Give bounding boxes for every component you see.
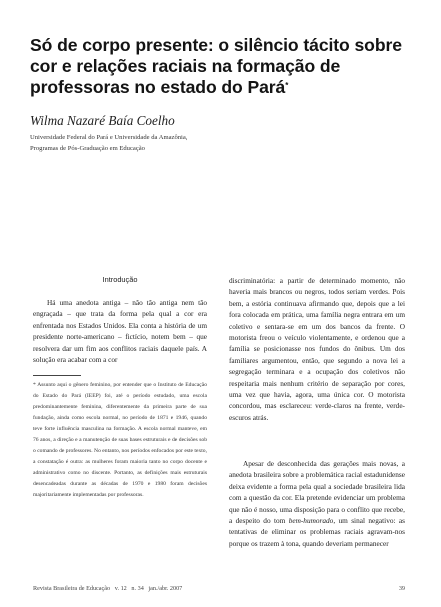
affiliation-line-2: Programas de Pós-Graduação em Educação — [30, 144, 145, 152]
journal-volume: v. 12 — [114, 585, 127, 592]
affiliation-line-1: Universidade Federal do Pará e Universidade da Amazônia, — [30, 134, 188, 141]
body-paragraph-right-1: discriminatória: a partir de determinado momento, não haveria mais brancos ou negros, todos seriam verdes. Pois bem, a estória continuava afirmando que, depois que a lei fora colocada em prática, uma família negra entrara em um coletivo e sentara-se em um dos bancos da frente. O motorista freou o veículo violentamente, e ordenou que a família se posicionasse nos fundos do ônibus. Um dos familiares argumentou, então, que segundo a nova lei a segregação terminara e a ocupação dos coletivos não respeitaria mais nenhum critério de separação por cores, uma vez que havia, agora, uma única cor. O motorista concordou, mas esclareceu: verde-claros na frente, verde-escuros atrás. — [229, 276, 405, 422]
section-heading: Introdução — [102, 275, 138, 284]
paragraph-text-end: , um sinal negativo: as tentativas de eliminar os problemas raciais agravam-nos porque os trazem à tona, quando deveriam permanecer — [229, 516, 405, 548]
journal-name: Revista Brasileira de Educação — [33, 585, 111, 592]
title-footnote-marker: * — [285, 81, 289, 90]
article-title — [30, 35, 422, 98]
journal-date: jan./abr. 2007 — [148, 585, 183, 592]
journal-number: n. 34 — [131, 585, 144, 592]
page-footer — [33, 585, 405, 592]
author-name: Wilma Nazaré Baía Coelho — [30, 113, 175, 128]
footnote-rule — [33, 375, 81, 376]
paragraph-text-start: Apesar de desconhecida das gerações mais novas, a anedota brasileira sobre a problemática racial estadunidense deixa evidente a forma pela qual a sociedade brasileira lida com a questão da cor. Ela pretende evidenciar um problema que não é nosso, uma disposição para o conflito que recebe, a despeito do tom — [229, 459, 405, 526]
body-paragraph-right-2 — [229, 458, 405, 549]
footnote-text: Assunto aqui o gênero feminino, por entender que o Instituto de Educação do Estado do Pará (IEEP) foi, até o período estudado, uma escola predominantemente feminina, diferentemente da primeira parte de sua fundação, ainda como escola normal, no período de 1871 e 1946, quando teve forte influência masculina na formação. A escola normal manteve, em 76 anos, a direção e a manutenção de suas bases estruturais e de decisões sob o comando de professores. No entanto, nos períodos enfocados por este texto, a constatação é outra: as mulheres foram maioria tanto no corpo docente e administrativo como no discente. Portanto, as definições mais estruturais desencadeadas durante as décadas de 1970 e 1980 foram decisões majoritariamente implementadas por professoras. — [33, 382, 207, 498]
footnote-marker: * — [33, 382, 36, 388]
author-affiliation — [30, 133, 390, 154]
body-paragraph-left-1: Há uma anedota antiga – não tão antiga nem tão engraçada – que trata da forma pela qual a cor era enfrentada nos Estados Unidos. Ela conta a história de um presidente norte-americano – fictício, notem bem – que resolvera dar um fim aos conflitos raciais daquele país. A solução era acabar com a cor — [33, 298, 207, 365]
paragraph-emphasis: bem-humorado — [288, 516, 334, 526]
footnote — [33, 380, 207, 501]
article-title-text: Só de corpo presente: o silêncio tácito sobre cor e relações raciais na formação de professoras no estado do Pará — [30, 35, 402, 97]
page-number: 39 — [398, 585, 405, 592]
